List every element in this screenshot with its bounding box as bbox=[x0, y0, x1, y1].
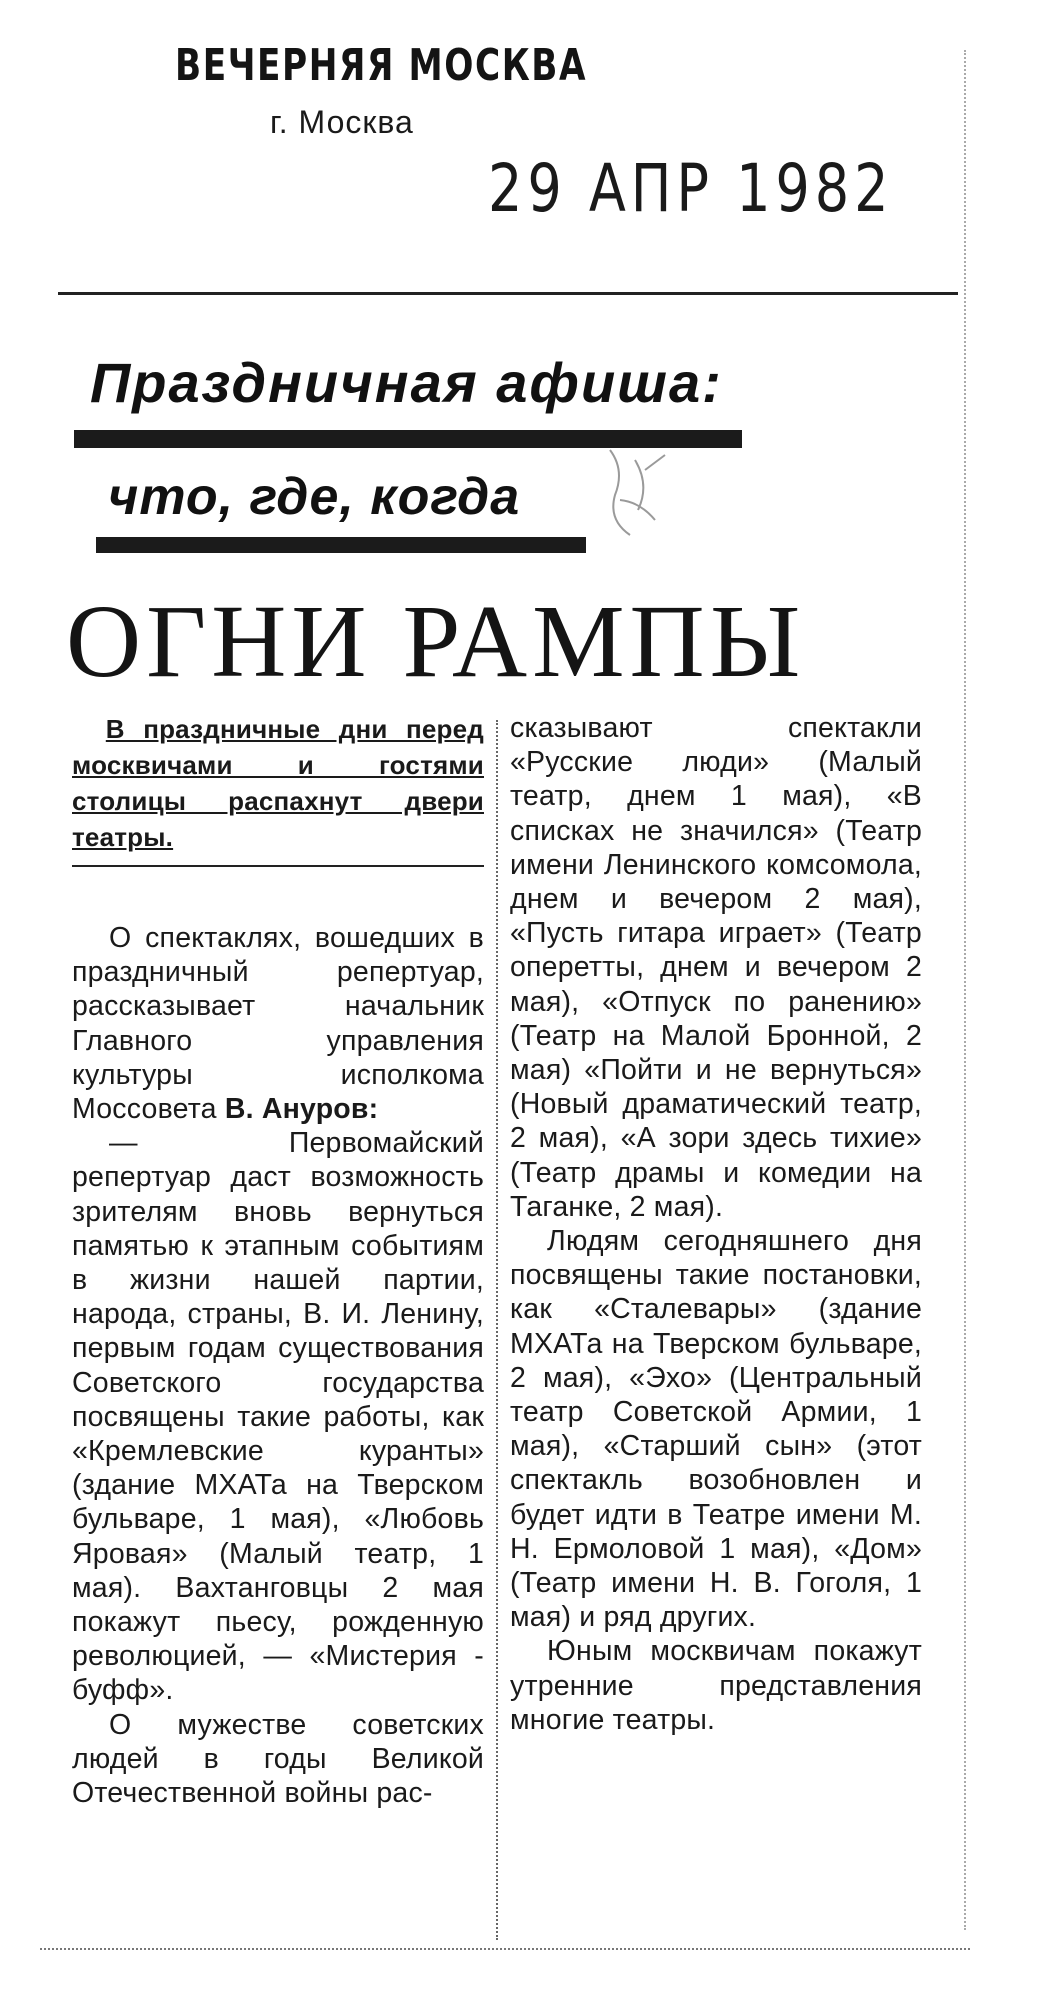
newspaper-name: ВЕЧЕРНЯЯ МОСКВА bbox=[175, 40, 588, 91]
lead-rule bbox=[72, 865, 484, 867]
lead-paragraph: В праздничные дни перед москвичами и гостями столицы распахнут двери театры. bbox=[72, 714, 484, 852]
city-label: г. Москва bbox=[270, 104, 414, 140]
pencil-mark-icon bbox=[590, 440, 680, 550]
rubric-bar-2 bbox=[96, 537, 586, 553]
paragraph bbox=[72, 921, 484, 1126]
paragraph: О мужестве советских людей в годы Великой Отечественной войны рас- bbox=[72, 1708, 484, 1810]
rubric-line-1: Праздничная афиша: bbox=[90, 351, 723, 414]
headline: ОГНИ РАМПЫ bbox=[66, 584, 806, 699]
paragraph: Юным москвичам покажут утренние представления многие театры. bbox=[510, 1635, 922, 1736]
paragraph-text: О спектаклях, вошедших в праздничный репертуар, рассказывает начальник Главного управления культуры исполкома Моссовета bbox=[72, 922, 484, 1126]
column-1 bbox=[72, 711, 484, 1810]
paragraph: Людям сегодняшнего дня посвящены такие постановки, как «Сталевары» (здание МХАТа на Тверском бульваре, 2 мая), «Эхо» (Центральный театр Советской Армии, 1 мая), «Старший сын» (этот спектакль возобновлен и будет идти в Театре имени М. Н. Ермоловой 1 мая), «Дом» (Театр имени Н. В. Гоголя, 1 мая) и ряд других. bbox=[510, 1225, 922, 1634]
paragraph: сказывают спектакли «Русские люди» (Малый театр, днем 1 мая), «В списках не значился» (Театр имени Ленинского комсомола, днем и вечером 2 мая), «Пусть гитара играет» (Театр оперетты, днем и вечером 2 мая), «Отпуск по ранению» (Театр на Малой Бронной, 2 мая) «Пойти и не вернуться» (Новый драматический театр, 2 мая), «А зори здесь тихие» (Театр драмы и комедии на Таганке, 2 мая). bbox=[510, 712, 922, 1223]
clipping-edge bbox=[964, 50, 966, 1930]
column-2 bbox=[510, 711, 922, 1737]
rubric-line-2: что, где, когда bbox=[108, 468, 521, 526]
paragraph: — Первомайский репертуар даст возможность зрителям вновь вернуться памятью к этапным событиям в жизни нашей партии, народа, страны, В. И. Ленину, первым годам существования Советского государства посвящены такие работы, как «Кремлевские куранты» (здание МХАТа на Тверском бульваре, 1 мая), «Любовь Яровая» (Малый театр, 1 мая). Вахтанговцы 2 мая покажут пьесу, рожденную революцией, — «Мистерия - буфф». bbox=[72, 1127, 484, 1707]
top-rule bbox=[58, 292, 958, 295]
column-divider bbox=[496, 720, 499, 1940]
date-stamp: 29 АПР 1982 bbox=[488, 150, 894, 227]
bottom-edge bbox=[40, 1948, 970, 1950]
author-name: В. Ануров: bbox=[224, 1093, 379, 1126]
